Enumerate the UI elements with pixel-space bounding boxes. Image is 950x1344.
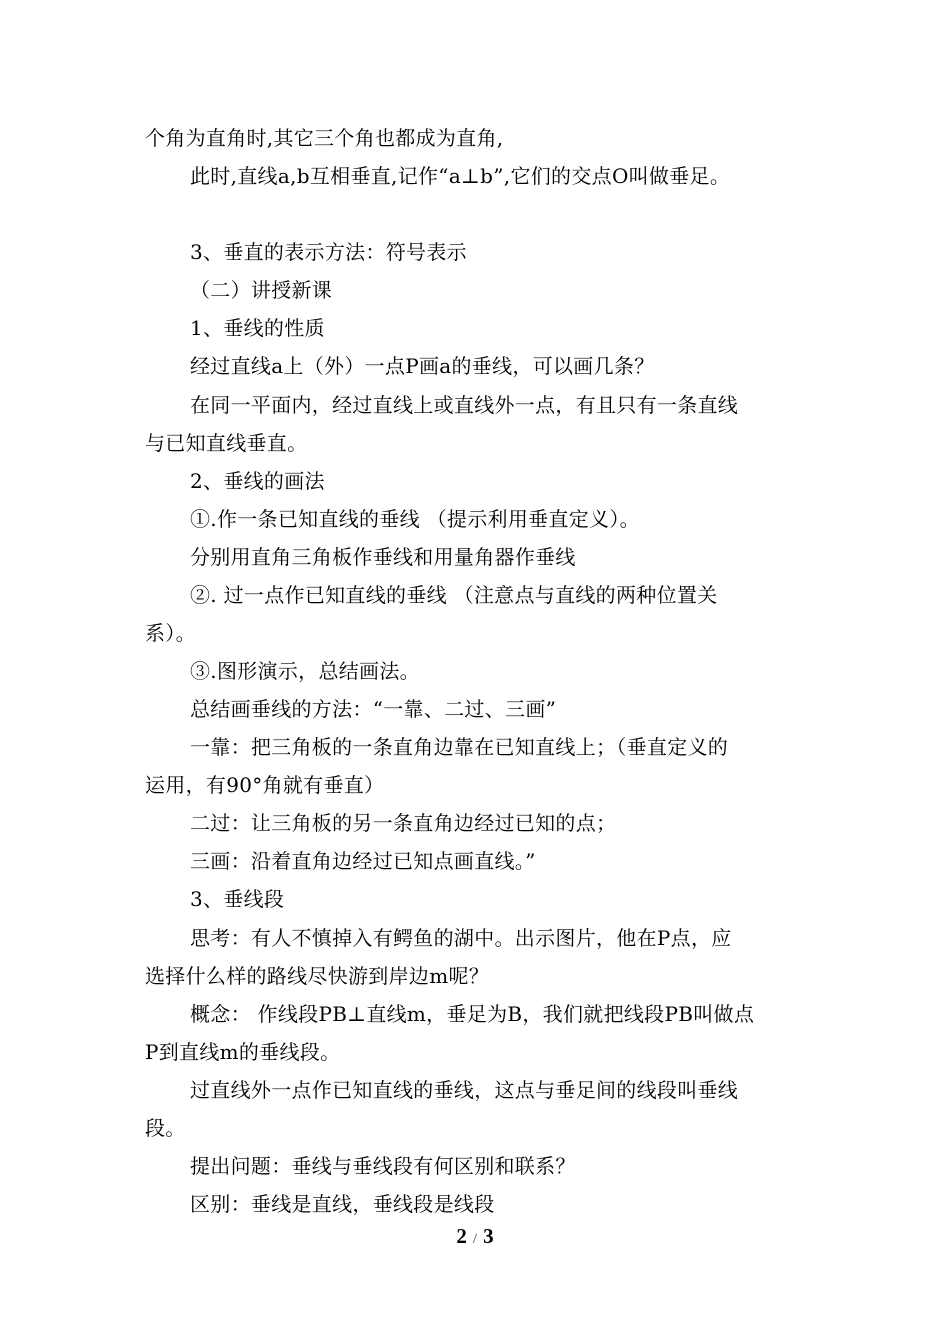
text-line: 与已知直线垂直。 bbox=[145, 431, 308, 455]
text-line: 分别用直角三角板作垂线和用量角器作垂线 bbox=[190, 545, 576, 569]
text-line: 三画：沿着直角边经过已知点画直线。” bbox=[190, 849, 536, 873]
page-separator: / bbox=[472, 1231, 478, 1247]
text-line: 总结画垂线的方法：“一靠、二过、三画” bbox=[190, 697, 557, 721]
text-line: 选择什么样的路线尽快游到岸边m呢？ bbox=[145, 964, 490, 988]
text-line: 在同一平面内，经过直线上或直线外一点，有且只有一条直线 bbox=[190, 393, 739, 417]
text-line: 系）。 bbox=[145, 621, 196, 645]
text-line: 段。 bbox=[145, 1116, 186, 1140]
text-line: ①.作一条已知直线的垂线 （提示利用垂直定义）。 bbox=[190, 507, 640, 531]
text-line: ③.图形演示，总结画法。 bbox=[190, 659, 420, 683]
text-line: 2、垂线的画法 bbox=[190, 469, 325, 493]
text-line: 区别：垂线是直线，垂线段是线段 bbox=[190, 1192, 495, 1216]
text-line: 思考：有人不慎掉入有鳄鱼的湖中。出示图片，他在P点，应 bbox=[190, 926, 732, 950]
text-line: P到直线m的垂线段。 bbox=[145, 1040, 341, 1064]
text-line: 3、垂直的表示方法：符号表示 bbox=[190, 240, 467, 264]
text-line: 3、垂线段 bbox=[190, 887, 285, 911]
text-line: 经过直线a上（外）一点P画a的垂线，可以画几条？ bbox=[190, 354, 655, 378]
page-number bbox=[0, 1224, 950, 1249]
text-line: 运用，有90°角就有垂直） bbox=[145, 773, 385, 797]
text-line: 二过：让三角板的另一条直角边经过已知的点； bbox=[190, 811, 617, 835]
current-page-number: 2 bbox=[456, 1224, 467, 1248]
text-line: 过直线外一点作已知直线的垂线，这点与垂足间的线段叫垂线 bbox=[190, 1078, 739, 1102]
text-line: 提出问题：垂线与垂线段有何区别和联系？ bbox=[190, 1154, 576, 1178]
text-line: 概念： 作线段PB⊥直线m，垂足为B，我们就把线段PB叫做点 bbox=[190, 1002, 755, 1026]
text-line: 个角为直角时,其它三个角也都成为直角, bbox=[145, 126, 504, 150]
text-line: 此时,直线a,b互相垂直,记作“a⊥b”,它们的交点O叫做垂足。 bbox=[190, 164, 731, 188]
text-line: （二）讲授新课 bbox=[190, 278, 333, 302]
total-pages-number: 3 bbox=[483, 1224, 494, 1248]
text-line: 1、垂线的性质 bbox=[190, 316, 325, 340]
text-line: ②. 过一点作已知直线的垂线 （注意点与直线的两种位置关 bbox=[190, 583, 718, 607]
text-line: 一靠：把三角板的一条直角边靠在已知直线上；（垂直定义的 bbox=[190, 735, 729, 759]
